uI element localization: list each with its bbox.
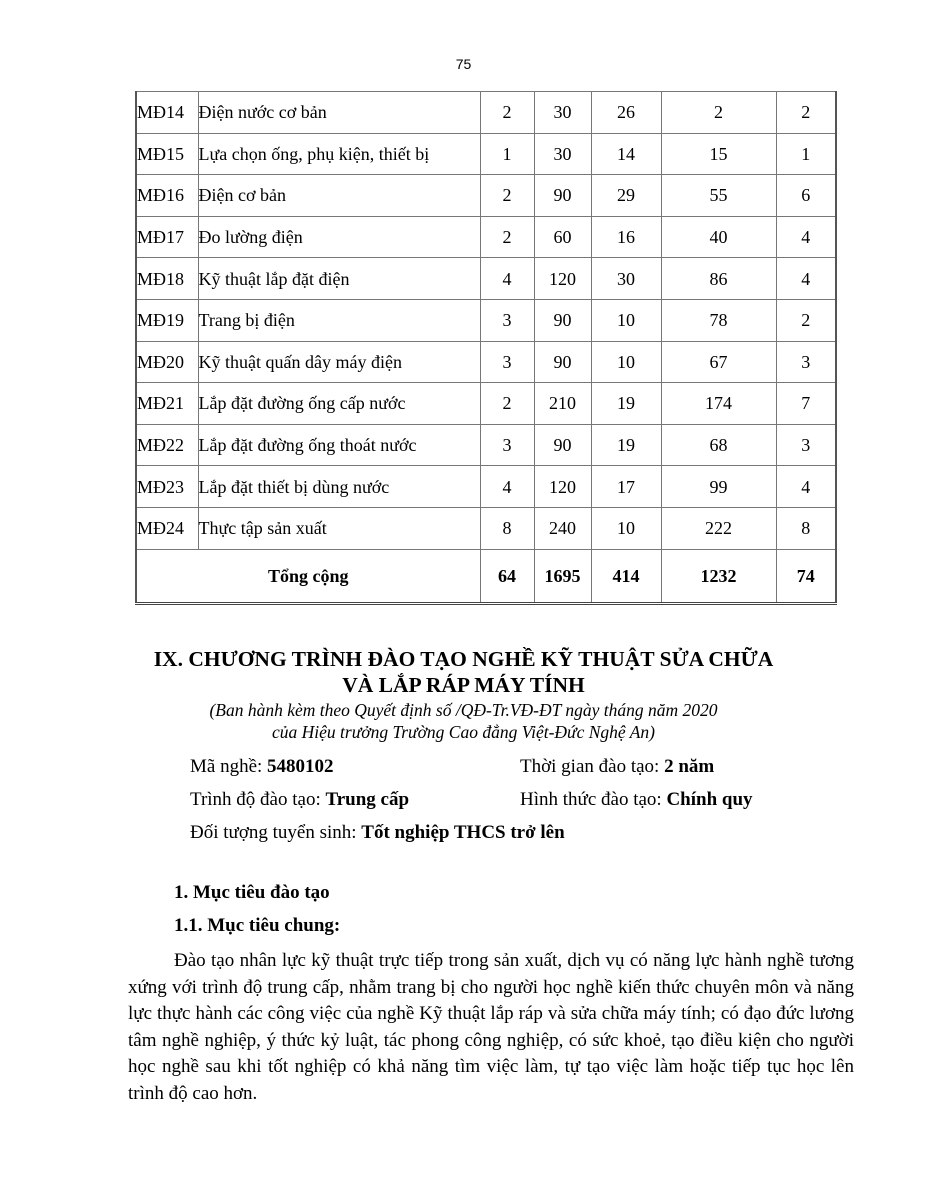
module-name: Lắp đặt đường ống thoát nước: [198, 424, 480, 466]
exam-hours-cell: 6: [776, 175, 836, 217]
module-name: Đo lường điện: [198, 216, 480, 258]
theory-hours-cell: 10: [591, 299, 661, 341]
module-code: MĐ16: [136, 175, 198, 217]
credits-cell: 2: [480, 92, 534, 134]
training-level-value: Trung cấp: [325, 789, 410, 810]
theory-hours-cell: 10: [591, 341, 661, 383]
training-duration: [520, 756, 714, 778]
exam-hours-cell: 7: [776, 383, 836, 425]
module-code: MĐ19: [136, 299, 198, 341]
practice-hours-cell: 68: [661, 424, 776, 466]
total-hours-cell: 90: [534, 424, 591, 466]
theory-hours-cell: 29: [591, 175, 661, 217]
exam-hours-cell: 3: [776, 424, 836, 466]
practice-hours-cell: 78: [661, 299, 776, 341]
theory-hours-cell: 30: [591, 258, 661, 300]
credits-cell: 3: [480, 299, 534, 341]
table-row: [136, 216, 836, 258]
table-row: [136, 424, 836, 466]
total-credits-cell: 64: [480, 549, 534, 603]
module-name: Trang bị điện: [198, 299, 480, 341]
table-row: [136, 341, 836, 383]
enrollment-target-label: Đối tượng tuyển sinh:: [190, 822, 362, 843]
module-code: MĐ21: [136, 383, 198, 425]
practice-hours-cell: 174: [661, 383, 776, 425]
total-hours-cell: 120: [534, 466, 591, 508]
credits-cell: 2: [480, 175, 534, 217]
practice-hours-cell: 55: [661, 175, 776, 217]
decision-line-1: (Ban hành kèm theo Quyết định số /QĐ-Tr.VĐ-ĐT ngày tháng năm 2020: [209, 700, 718, 720]
total-label: Tổng cộng: [136, 549, 480, 603]
total-hours-cell: 90: [534, 299, 591, 341]
total-row: [136, 549, 836, 603]
heading-line-2: VÀ LẮP RÁP MÁY TÍNH: [342, 673, 585, 697]
module-code: MĐ14: [136, 92, 198, 134]
program-code: [190, 756, 334, 778]
module-code: MĐ24: [136, 507, 198, 549]
theory-hours-cell: 19: [591, 424, 661, 466]
credits-cell: 2: [480, 216, 534, 258]
table-row: [136, 258, 836, 300]
module-name: Điện cơ bản: [198, 175, 480, 217]
module-code: MĐ17: [136, 216, 198, 258]
module-name: Điện nước cơ bản: [198, 92, 480, 134]
module-code: MĐ20: [136, 341, 198, 383]
module-name: Kỹ thuật quấn dây máy điện: [198, 341, 480, 383]
module-code: MĐ23: [136, 466, 198, 508]
table-row: [136, 466, 836, 508]
module-name: Lựa chọn ống, phụ kiện, thiết bị: [198, 133, 480, 175]
training-duration-value: 2 năm: [664, 756, 715, 777]
theory-hours-cell: 10: [591, 507, 661, 549]
theory-hours-cell: 19: [591, 383, 661, 425]
credits-cell: 3: [480, 341, 534, 383]
credits-cell: 4: [480, 258, 534, 300]
table-row: [136, 92, 836, 134]
module-name: Lắp đặt đường ống cấp nước: [198, 383, 480, 425]
credits-cell: 3: [480, 424, 534, 466]
exam-hours-cell: 4: [776, 216, 836, 258]
training-mode-value: Chính quy: [666, 789, 753, 810]
table-row: [136, 133, 836, 175]
program-code-value: 5480102: [267, 756, 334, 777]
theory-hours-cell: 26: [591, 92, 661, 134]
training-level-label: Trình độ đào tạo:: [190, 789, 326, 810]
module-code: MĐ22: [136, 424, 198, 466]
heading-line-1: IX. CHƯƠNG TRÌNH ĐÀO TẠO NGHỀ KỸ THUẬT SỬA CHỮA: [153, 647, 774, 671]
practice-hours-cell: 15: [661, 133, 776, 175]
practice-hours-cell: 67: [661, 341, 776, 383]
exam-hours-cell: 2: [776, 299, 836, 341]
exam-hours-cell: 1: [776, 133, 836, 175]
theory-hours-cell: 17: [591, 466, 661, 508]
total-hours-cell: 60: [534, 216, 591, 258]
exam-hours-cell: 2: [776, 92, 836, 134]
curriculum-table: [135, 91, 837, 605]
exam-hours-cell: 4: [776, 466, 836, 508]
credits-cell: 2: [480, 383, 534, 425]
total-hours-cell: 90: [534, 175, 591, 217]
page-number: 75: [455, 56, 472, 72]
training-duration-label: Thời gian đào tạo:: [520, 756, 665, 777]
practice-hours-cell: 40: [661, 216, 776, 258]
total-hours-cell: 120: [534, 258, 591, 300]
theory-hours-cell: 16: [591, 216, 661, 258]
training-mode-label: Hình thức đào tạo:: [520, 789, 667, 810]
total-hours-cell: 90: [534, 341, 591, 383]
table-row: [136, 507, 836, 549]
theory-hours-cell: 14: [591, 133, 661, 175]
decision-line-2: của Hiệu trưởng Trường Cao đẳng Việt-Đức Nghệ An): [271, 722, 656, 742]
total-hours-cell: 30: [534, 133, 591, 175]
total-theory-cell: 414: [591, 549, 661, 603]
module-code: MĐ18: [136, 258, 198, 300]
credits-cell: 1: [480, 133, 534, 175]
module-name: Thực tập sản xuất: [198, 507, 480, 549]
credits-cell: 8: [480, 507, 534, 549]
exam-hours-cell: 8: [776, 507, 836, 549]
training-level: [190, 789, 409, 811]
table-row: [136, 299, 836, 341]
section-1-1-title: 1.1. Mục tiêu chung:: [174, 915, 341, 936]
exam-hours-cell: 4: [776, 258, 836, 300]
table-row: [136, 175, 836, 217]
practice-hours-cell: 99: [661, 466, 776, 508]
section-heading: [0, 646, 927, 698]
module-name: Kỹ thuật lắp đặt điện: [198, 258, 480, 300]
enrollment-target-value: Tốt nghiệp THCS trở lên: [361, 822, 565, 843]
section-1-title: 1. Mục tiêu đào tạo: [174, 882, 330, 903]
decision-reference: [0, 699, 927, 743]
total-practice-cell: 1232: [661, 549, 776, 603]
program-code-label: Mã nghề:: [190, 756, 268, 777]
total-hours-cell: 210: [534, 383, 591, 425]
enrollment-target: [190, 822, 565, 844]
exam-hours-cell: 3: [776, 341, 836, 383]
total-hours-cell: 240: [534, 507, 591, 549]
total-total-cell: 1695: [534, 549, 591, 603]
total-hours-cell: 30: [534, 92, 591, 134]
training-mode: [520, 789, 753, 811]
general-objective-paragraph: Đào tạo nhân lực kỹ thuật trực tiếp trong sản xuất, dịch vụ có năng lực hành nghề tương xứng với trình độ trung cấp, nhằm trang bị cho người học nghề kiến thức chuyên môn và năng lực thực hành các công việc của nghề Kỹ thuật lắp ráp và sửa chữa máy tính; có đạo đức lương tâm nghề nghiệp, ý thức kỷ luật, tác phong công nghiệp, có sức khoẻ, tạo điều kiện cho người học nghề sau khi tốt nghiệp có khả năng tìm việc làm, tự tạo việc làm hoặc tiếp tục học lên trình độ cao hơn.: [128, 950, 854, 1104]
total-exam-cell: 74: [776, 549, 836, 603]
module-code: MĐ15: [136, 133, 198, 175]
table-row: [136, 383, 836, 425]
practice-hours-cell: 86: [661, 258, 776, 300]
module-name: Lắp đặt thiết bị dùng nước: [198, 466, 480, 508]
practice-hours-cell: 2: [661, 92, 776, 134]
practice-hours-cell: 222: [661, 507, 776, 549]
credits-cell: 4: [480, 466, 534, 508]
